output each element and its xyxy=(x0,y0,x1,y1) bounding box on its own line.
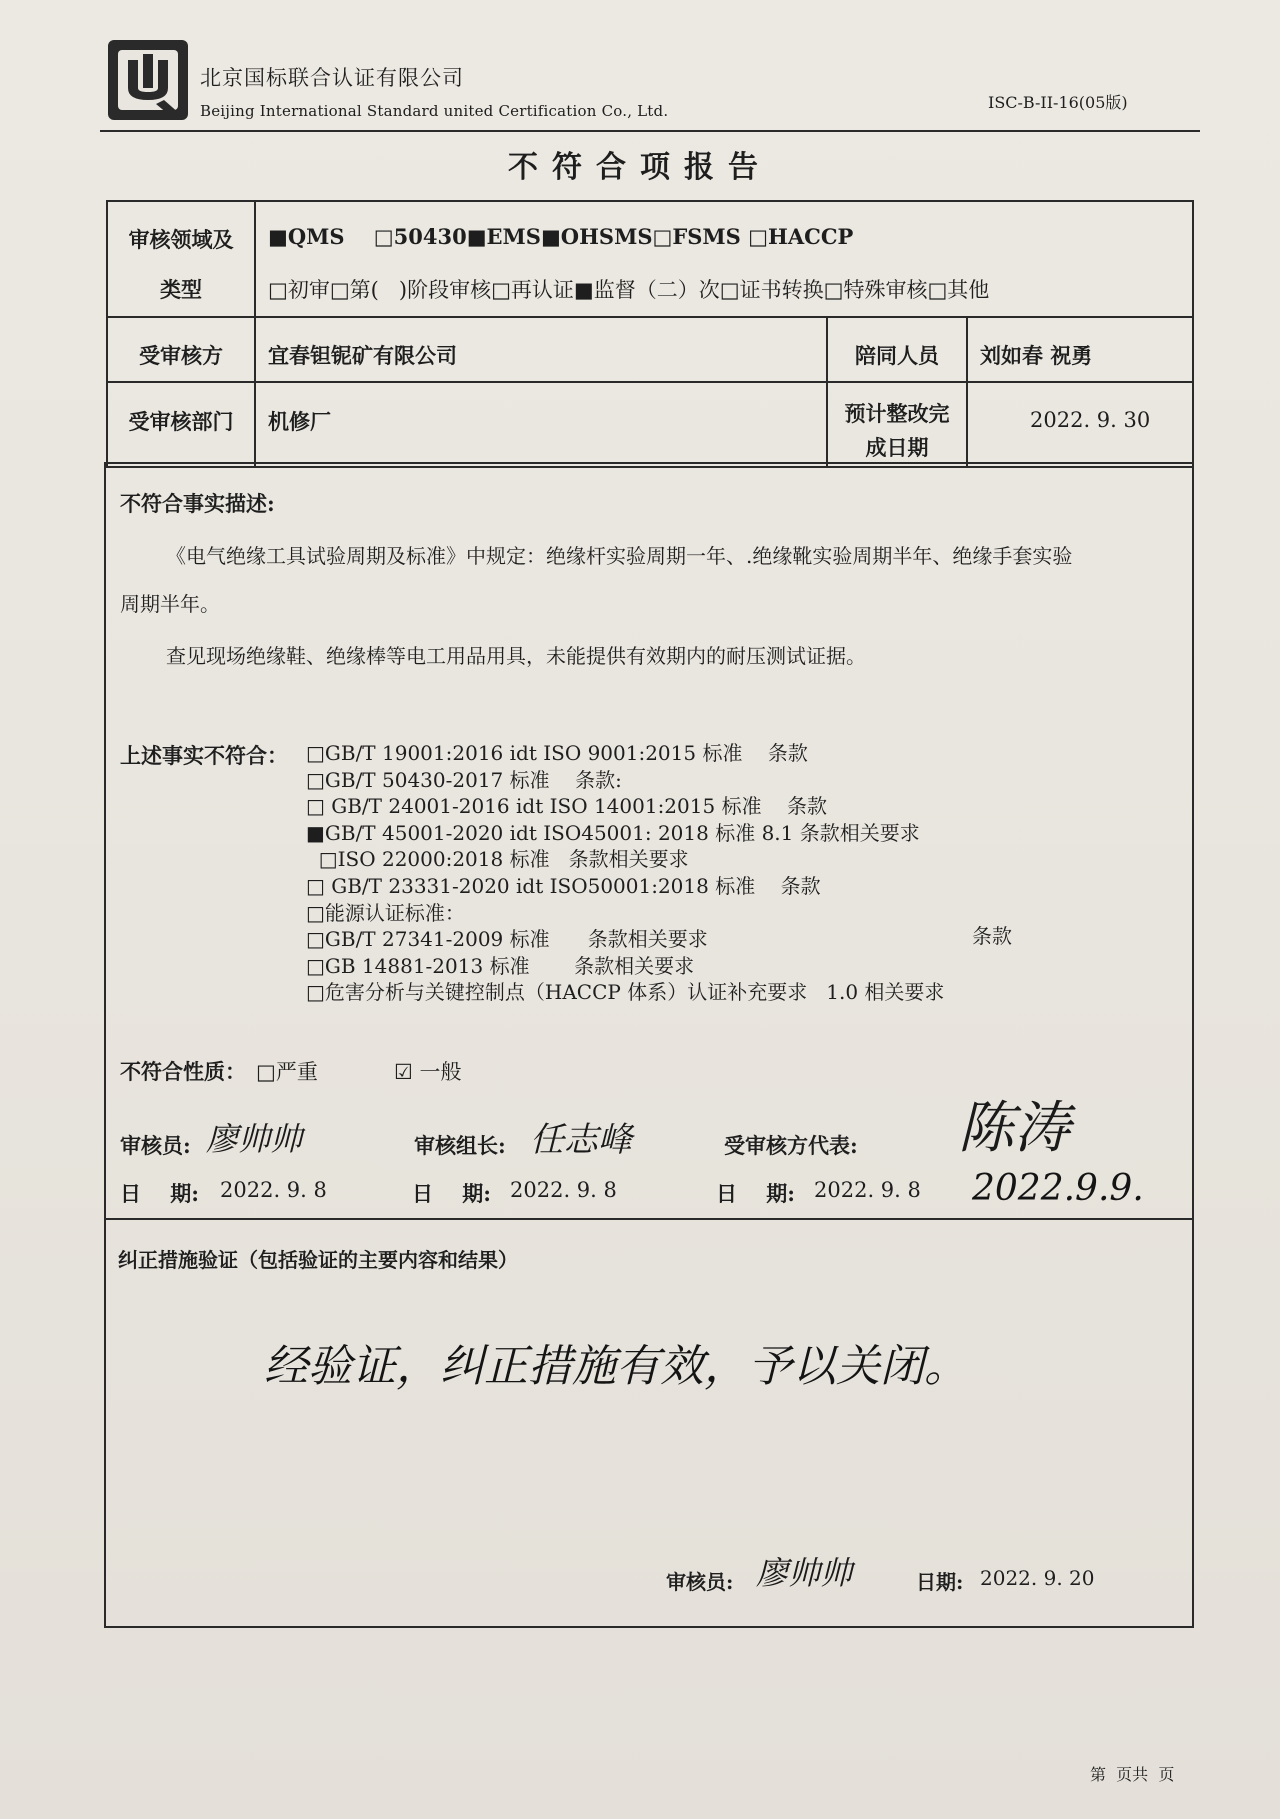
auditor-signature: 廖帅帅 xyxy=(206,1120,303,1158)
company-name-en: Beijing International Standard united Certification Co., Ltd. xyxy=(200,102,669,120)
auditee-value: 宜春钽铌矿有限公司 xyxy=(268,343,457,368)
nature-label: 不符合性质： xyxy=(120,1059,246,1084)
table-divider xyxy=(106,316,1194,318)
dept-label: 受审核部门 xyxy=(128,409,234,434)
verification-label: 纠正措施验证（包括验证的主要内容和结果） xyxy=(118,1248,518,1272)
clause-item: □GB/T 50430-2017 标准 条款: xyxy=(306,767,622,792)
audit-type-line: □初审□第( )阶段审核□再认证■监督（二）次□证书转换□特殊审核□其他 xyxy=(268,278,990,302)
header-rule xyxy=(100,130,1200,132)
desc-paragraph: 《电气绝缘工具试验周期及标准》中规定：绝缘杆实验周期一年、.绝缘靴实验周期半年、绝缘手套实验 xyxy=(166,544,1073,568)
accompany-value: 刘如春 祝勇 xyxy=(980,343,1093,368)
leader-date-label: 日 期: xyxy=(412,1181,491,1206)
auditor-date: 2022. 9. 8 xyxy=(220,1178,327,1202)
verification-auditor-signature: 廖帅帅 xyxy=(756,1554,853,1592)
clause-item: □危害分析与关键控制点（HACCP 体系）认证补充要求 1.0 相关要求 xyxy=(306,980,945,1005)
due-label: 成日期 xyxy=(865,435,929,460)
form-number: ISC-B-II-16(05版) xyxy=(988,93,1128,112)
field-label: 审核领域及 xyxy=(128,227,234,252)
desc-paragraph: 周期半年。 xyxy=(120,592,220,616)
auditor-date-label: 日 期: xyxy=(120,1181,199,1206)
company-name-cn: 北京国标联合认证有限公司 xyxy=(200,66,464,90)
energy-clause-suffix: 条款 xyxy=(972,924,1012,948)
field-label: 类型 xyxy=(160,277,202,302)
table-divider xyxy=(106,381,1194,383)
due-date-value: 2022. 9. 30 xyxy=(1030,408,1151,432)
nature-general: ☑ 一般 xyxy=(394,1060,462,1084)
clause-item: □GB/T 27341-2009 标准 条款相关要求 xyxy=(306,927,708,952)
rep-handwritten-date: 2022.9.9. xyxy=(972,1168,1144,1209)
dept-value: 机修厂 xyxy=(268,409,331,434)
auditee-label: 受审核方 xyxy=(139,343,223,368)
verification-auditor-label: 审核员: xyxy=(666,1570,734,1594)
due-label: 预计整改完 xyxy=(844,401,950,426)
verification-date: 2022. 9. 20 xyxy=(980,1566,1095,1590)
not-conform-label: 上述事实不符合： xyxy=(120,743,288,768)
desc-label: 不符合事实描述: xyxy=(120,491,275,516)
table-divider xyxy=(966,316,968,466)
clause-list xyxy=(306,740,944,1006)
auditor-label: 审核员: xyxy=(120,1133,191,1158)
rep-signature: 陈涛 xyxy=(958,1096,1070,1161)
company-logo xyxy=(106,38,190,122)
verification-date-label: 日期: xyxy=(916,1570,964,1594)
clause-item: ■GB/T 45001-2020 idt ISO45001: 2018 标准 8.1 条款相关要求 xyxy=(306,820,920,845)
nature-serious: □严重 xyxy=(256,1060,318,1084)
table-divider xyxy=(254,200,256,466)
verification-handwritten: 经验证，纠正措施有效，予以关闭。 xyxy=(264,1341,968,1392)
report-title: 不符合项报告 xyxy=(508,150,772,185)
clause-item: □能源认证标准： xyxy=(306,900,465,925)
page-number: 第 页共 页 xyxy=(1090,1765,1175,1784)
leader-label: 审核组长: xyxy=(414,1133,506,1158)
clause-item: □GB/T 19001:2016 idt ISO 9001:2015 标准 条款 xyxy=(306,741,808,765)
rep-date: 2022. 9. 8 xyxy=(814,1178,921,1202)
section-divider xyxy=(104,1218,1194,1220)
clause-item: □ GB/T 24001-2016 idt ISO 14001:2015 标准 条款 xyxy=(306,794,827,819)
leader-signature: 任志峰 xyxy=(530,1120,632,1160)
clause-item: □GB 14881-2013 标准 条款相关要求 xyxy=(306,953,695,978)
standards-line: ■QMS □50430■EMS■OHSMS□FSMS □HACCP xyxy=(268,224,854,249)
desc-paragraph: 查见现场绝缘鞋、绝缘棒等电工用品用具，未能提供有效期内的耐压测试证据。 xyxy=(166,644,866,668)
clause-item: □ISO 22000:2018 标准 条款相关要求 xyxy=(306,847,689,872)
accompany-label: 陪同人员 xyxy=(855,343,939,368)
rep-date-label: 日 期: xyxy=(716,1181,795,1206)
nonconformity-box xyxy=(104,462,1194,1628)
leader-date: 2022. 9. 8 xyxy=(510,1178,617,1202)
rep-label: 受审核方代表: xyxy=(724,1133,858,1158)
clause-item: □ GB/T 23331-2020 idt ISO50001:2018 标准 条款 xyxy=(306,873,821,898)
